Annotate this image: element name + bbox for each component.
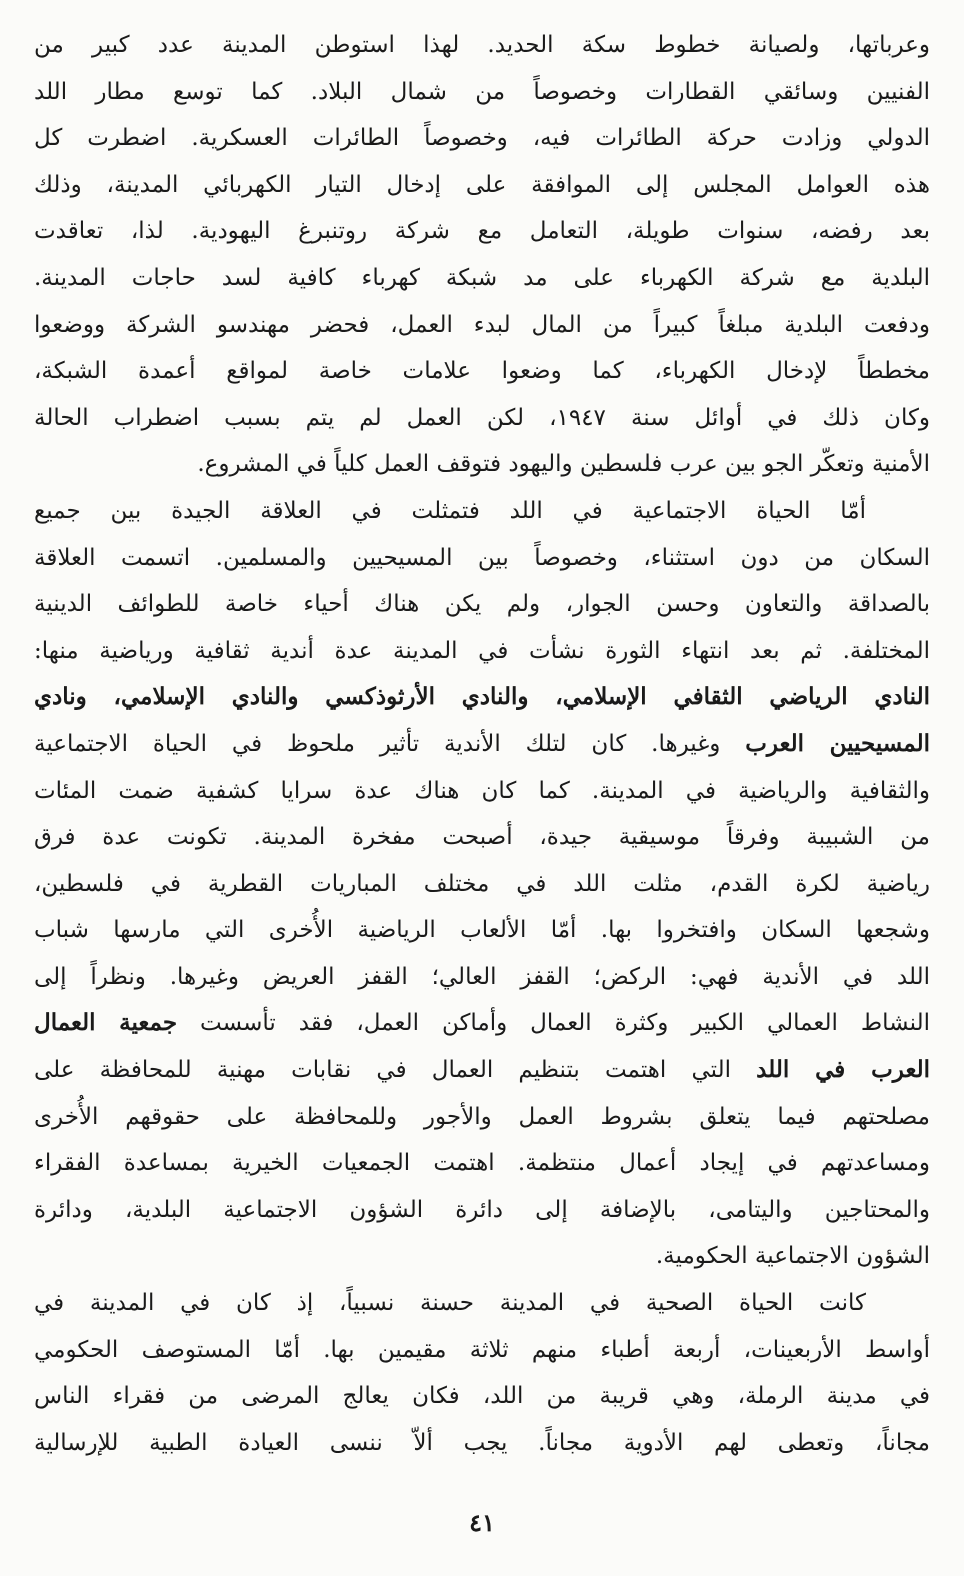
text-segment: مجاناً، وتعطى لهم الأدوية مجاناً. يجب ألاّ ننسى العيادة الطبية للإرسالية: [34, 1429, 930, 1456]
text-line: [34, 348, 930, 395]
text-segment: ودفعت البلدية مبلغاً كبيراً من المال لبدء العمل، فحضر مهندسو الشركة ووضعوا: [34, 311, 930, 338]
text-line: [34, 208, 930, 255]
text-segment: السكان من دون استثناء، وخصوصاً بين المسيحيين والمسلمين. اتسمت العلاقة: [34, 544, 930, 571]
text-line: [34, 69, 930, 116]
text-line: [34, 581, 930, 628]
text-line: [34, 395, 930, 442]
text-line: [34, 768, 930, 815]
text-segment: التي اهتمت بتنظيم العمال في نقابات مهنية للمحافظة على: [34, 1057, 757, 1084]
text-segment: الفنيين وسائقي القطارات وخصوصاً من شمال البلاد. كما توسع مطار اللد: [34, 78, 930, 105]
text-segment: البلدية مع شركة الكهرباء على مد شبكة كهرباء كافية لسد حاجات المدينة.: [34, 264, 930, 291]
text-segment: وغيرها. كان لتلك الأندية تأثير ملحوظ في الحياة الاجتماعية: [34, 730, 746, 757]
text-segment: المختلفة. ثم بعد انتهاء الثورة نشأت في المدينة عدة أندية ثقافية ورياضية منها:: [34, 637, 930, 664]
text-segment: رياضية لكرة القدم، مثلت اللد في مختلف المباريات القطرية في فلسطين،: [34, 870, 930, 897]
text-segment: في مدينة الرملة، وهي قريبة من اللد، فكان يعالج المرضى من فقراء الناس: [34, 1383, 930, 1410]
text-line: [34, 674, 930, 721]
text-line: [34, 1000, 930, 1047]
bold-text-segment: العرب في اللد: [756, 1056, 930, 1084]
text-line: [34, 1280, 930, 1327]
text-segment: اللد في الأندية فهي: الركض؛ القفز العالي؛ القفز العريض وغيرها. ونظراً إلى: [34, 963, 930, 990]
text-segment: هذه العوامل المجلس إلى الموافقة على إدخال التيار الكهربائي المدينة، وذلك: [34, 171, 930, 198]
text-line: [34, 488, 930, 535]
text-line: [34, 115, 930, 162]
text-line: [34, 1233, 930, 1280]
text-segment: بعد رفضه، سنوات طويلة، التعامل مع شركة روتنبرغ اليهودية. لذا، تعاقدت: [34, 218, 930, 245]
text-line: [34, 954, 930, 1001]
text-line: [34, 721, 930, 768]
text-segment: بالصداقة والتعاون وحسن الجوار، ولم يكن هناك أحياء خاصة للطوائف الدينية: [34, 591, 930, 618]
text-segment: مصلحتهم فيما يتعلق بشروط العمل والأجور وللمحافظة على حقوقهم الأُخرى: [34, 1103, 930, 1130]
text-segment: وشجعها السكان وافتخروا بها. أمّا الألعاب الرياضية الأُخرى التي مارسها شباب: [34, 917, 930, 944]
text-line: [34, 162, 930, 209]
text-line: [34, 1140, 930, 1187]
text-segment: مخططاً لإدخال الكهرباء، كما وضعوا علامات خاصة لمواقع أعمدة الشبكة،: [34, 358, 930, 385]
text-segment: كانت الحياة الصحية في المدينة حسنة نسبياً، إذ كان في المدينة في: [34, 1290, 866, 1317]
bold-text-segment: جمعية العمال: [34, 1009, 178, 1037]
text-segment: وكان ذلك في أوائل سنة ١٩٤٧، لكن العمل لم يتم بسبب اضطراب الحالة: [34, 404, 931, 431]
text-segment: الأمنية وتعكّر الجو بين عرب فلسطين واليهود فتوقف العمل كلياً في المشروع.: [197, 451, 930, 478]
text-line: [34, 1420, 930, 1467]
text-line: [34, 441, 930, 488]
text-line: [34, 1094, 930, 1141]
text-segment: الشؤون الاجتماعية الحكومية.: [655, 1243, 930, 1270]
text-segment: النشاط العمالي الكبير وكثرة العمال وأماكن العمل، فقد تأسست: [177, 1010, 930, 1037]
text-segment: الدولي وزادت حركة الطائرات فيه، وخصوصاً الطائرات العسكرية. اضطرت كل: [34, 125, 930, 152]
text-line: [34, 907, 930, 954]
text-line: [34, 1373, 930, 1420]
bold-text-segment: المسيحيين العرب: [745, 729, 931, 757]
text-line: [34, 1047, 930, 1094]
page-number: ٤١: [469, 1508, 495, 1537]
text-segment: أمّا الحياة الاجتماعية في اللد فتمثلت في العلاقة الجيدة بين جميع: [34, 497, 866, 524]
text-line: [34, 22, 930, 69]
text-segment: والمحتاجين واليتامى، بالإضافة إلى دائرة الشؤون الاجتماعية البلدية، ودائرة: [34, 1196, 930, 1223]
text-line: [34, 255, 930, 302]
text-line: [34, 628, 930, 675]
text-line: [34, 1187, 930, 1234]
text-segment: من الشبيبة وفرقاً موسيقية جيدة، أصبحت مفخرة المدينة. تكونت عدة فرق: [34, 824, 930, 851]
page-body-text: [34, 22, 930, 1466]
text-segment: أواسط الأربعينات، أربعة أطباء منهم ثلاثة مقيمين بها. أمّا المستوصف الحكومي: [34, 1336, 930, 1363]
text-line: [34, 535, 930, 582]
text-line: [34, 302, 930, 349]
text-segment: وعرباتها، ولصيانة خطوط سكة الحديد. لهذا استوطن المدينة عدد كبير من: [34, 32, 930, 58]
text-line: [34, 1327, 930, 1374]
text-segment: ومساعدتهم في إيجاد أعمال منتظمة. اهتمت الجمعيات الخيرية بمساعدة الفقراء: [34, 1150, 930, 1177]
bold-text-segment: النادي الرياضي الثقافي الإسلامي، والنادي الأرثوذكسي والنادي الإسلامي، ونادي: [34, 683, 930, 711]
text-line: [34, 814, 930, 861]
text-line: [34, 861, 930, 908]
text-segment: والثقافية والرياضية في المدينة. كما كان هناك عدة سرايا كشفية ضمت المئات: [34, 777, 930, 804]
